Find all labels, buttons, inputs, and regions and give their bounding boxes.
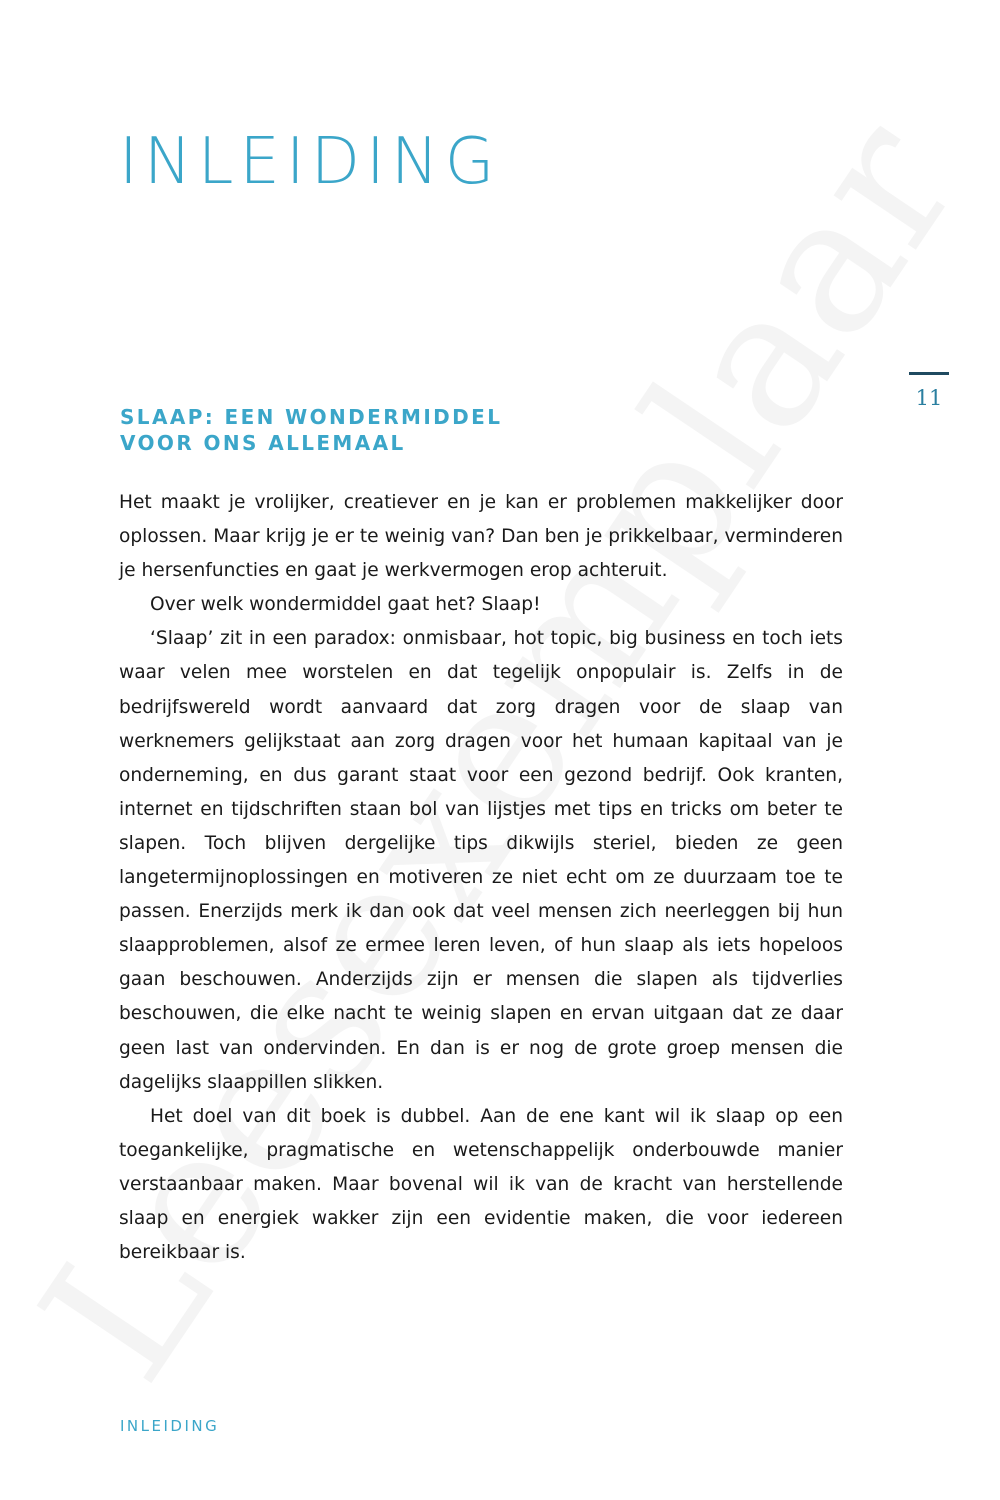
running-footer: INLEIDING — [120, 1417, 220, 1435]
paragraph-1: Het maakt je vrolijker, creatiever en je kan er problemen makkelijker door oplossen. Maar krijg je er te weinig van? Dan ben je prikkelbaar, verminderen je hersenfuncties en gaat je werkvermogen erop achteruit. — [119, 492, 843, 582]
page-number: 11 — [915, 386, 943, 410]
chapter-title: INLEIDING — [119, 125, 501, 199]
section-heading-line-2: VOOR ONS ALLEMAAL — [120, 431, 406, 455]
page-number-rule — [909, 372, 949, 375]
section-heading-line-1: SLAAP: EEN WONDERMIDDEL — [120, 405, 503, 429]
paragraph-4: Het doel van dit boek is dubbel. Aan de ene kant wil ik slaap op een toegankelijke, pragmatische en wetenschappelijk onderbouwde manier verstaanbaar maken. Maar bovenal wil ik van de kracht van herstellende slaap en energiek wakker zijn een evidentie maken, die voor iedereen bereikbaar is. — [119, 1105, 843, 1264]
paragraph-2: Over welk wondermiddel gaat het? Slaap! — [150, 594, 541, 616]
body-text — [119, 486, 843, 1270]
section-heading — [120, 404, 502, 456]
paragraph-3: ‘Slaap’ zit in een paradox: onmisbaar, hot topic, big business en toch iets waar velen mee worstelen en dat tegelijk onpopulair is. Zelfs in de bedrijfswereld wordt aanvaard dat zorg dragen voor de slaap van werknemers gelijkstaat aan zorg dragen voor het humaan kapitaal van je onderneming, en dus garant staat voor een gezond bedrijf. Ook kranten, internet en tijdschriften staan bol van lijstjes met tips en tricks om beter te slapen. Toch blijven dergelijke tips dikwijls steriel, bieden ze geen langetermijnoplossingen en motiveren ze niet echt om ze duurzaam toe te passen. Enerzijds merk ik dan ook dat veel mensen zich neerleggen bij hun slaapproblemen, alsof ze ermee leren leven, of hun slaap als iets hopeloos gaan beschouwen. Anderzijds zijn er mensen die slapen als tijdverlies beschouwen, die elke nacht te weinig slapen en ervan uitgaan dat ze daar geen last van ondervinden. En dan is er nog de grote groep mensen die dagelijks slaappillen slikken. — [119, 628, 843, 1093]
